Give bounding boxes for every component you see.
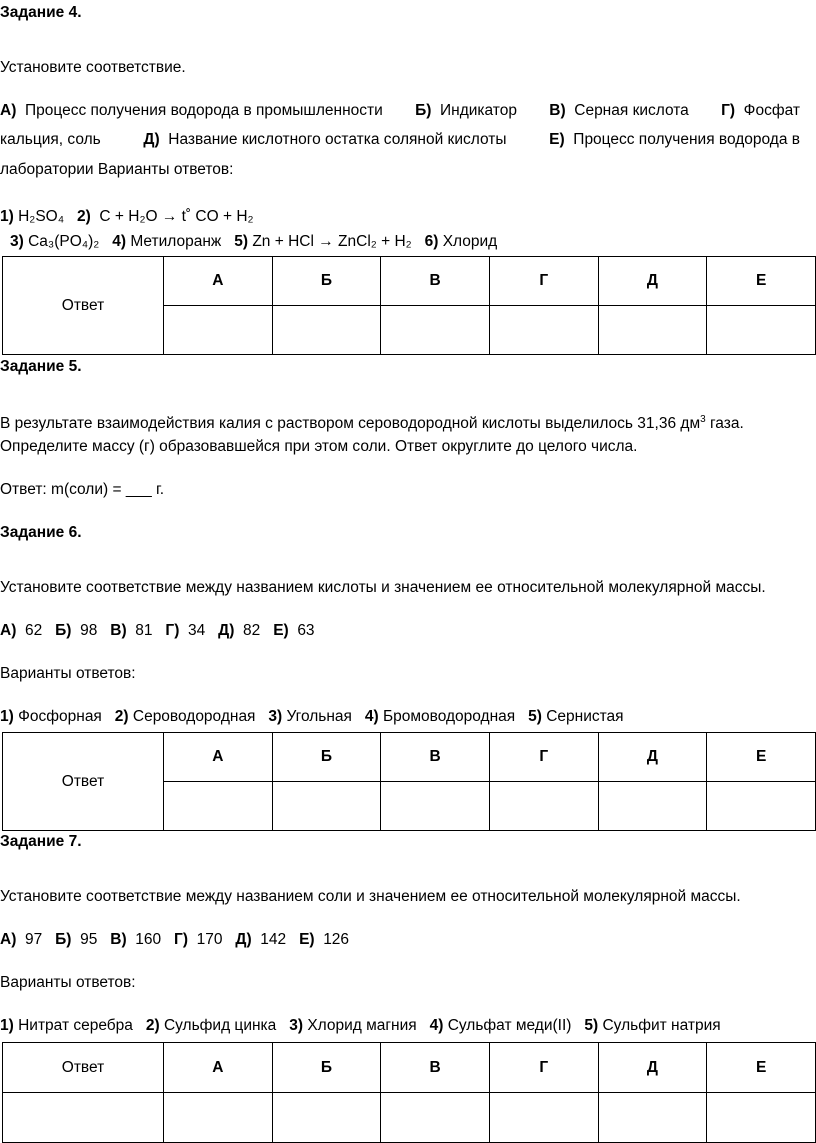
task4-options-row2: 3) Ca₃(PO₄)₂ 4) Метилоранж 5) Zn + HCl → ZnCl₂ + H₂ 6) Хлорид: [10, 233, 498, 250]
col-d: Д: [598, 1043, 707, 1093]
answer-cell-g[interactable]: [489, 1093, 598, 1143]
task4-answer-table: [2, 256, 816, 355]
option-5: Zn + HCl → ZnCl₂ + H₂: [252, 233, 412, 250]
task6-options: 1) Фосфорная 2) Сероводородная 3) Угольная 4) Бромоводородная 5) Сернистая: [0, 708, 624, 725]
task4-options-row1: 1) H₂SO₄ 2) C + H₂O → t˚ CO + H₂: [0, 208, 254, 225]
task7-variants-label: Варианты ответов:: [0, 974, 136, 991]
task4-title: Задание 4.: [0, 4, 82, 21]
option-4: Метилоранж: [130, 233, 222, 250]
col-d: Д: [598, 257, 707, 306]
col-g: Г: [489, 733, 598, 782]
col-b: Б: [272, 1043, 381, 1093]
task6-title: Задание 6.: [0, 524, 82, 541]
option-6: Хлорид: [442, 233, 498, 250]
answer-label: Ответ: [3, 1043, 164, 1093]
task6-instruction: Установите соответствие между названием кислоты и значением ее относительной молекулярной массы.: [0, 579, 766, 596]
task4-item-e: Е) Процесс получения водорода в: [549, 131, 800, 148]
col-v: В: [381, 733, 490, 782]
col-e: Е: [707, 1043, 816, 1093]
option-3: Ca₃(PO₄)₂: [28, 233, 100, 250]
task4-item-v: В) Серная кислота: [549, 102, 689, 119]
answer-cell-e[interactable]: [707, 306, 816, 355]
task7-title: Задание 7.: [0, 833, 82, 850]
task5-answer: Ответ: m(соли) = ___ г.: [0, 481, 165, 498]
option-2: C + H₂O → t˚ CO + H₂: [99, 208, 254, 225]
task6-answer-table: [2, 732, 816, 831]
task4-item-g: Г) Фосфат: [721, 102, 800, 119]
answer-cell-e[interactable]: [707, 782, 816, 831]
col-b: Б: [272, 733, 381, 782]
answer-cell-a[interactable]: [164, 782, 273, 831]
answer-label: Ответ: [3, 733, 164, 831]
answer-cell-a[interactable]: [164, 306, 273, 355]
col-a: А: [164, 257, 273, 306]
task4-line3: лаборатории Варианты ответов:: [0, 161, 234, 178]
answer-cell-v[interactable]: [381, 1093, 490, 1143]
answer-cell-d[interactable]: [598, 782, 707, 831]
task6-values: А) 62 Б) 98 В) 81 Г) 34 Д) 82 Е) 63: [0, 622, 315, 639]
task4-line2: [0, 130, 800, 150]
col-v: В: [381, 1043, 490, 1093]
answer-cell-d[interactable]: [598, 306, 707, 355]
col-a: А: [164, 733, 273, 782]
answer-label: Ответ: [3, 257, 164, 355]
col-d: Д: [598, 733, 707, 782]
task7-values: А) 97 Б) 95 В) 160 Г) 170 Д) 142 Е) 126: [0, 931, 350, 948]
answer-cell-a[interactable]: [164, 1093, 273, 1143]
task6-variants-label: Варианты ответов:: [0, 665, 136, 682]
col-e: Е: [707, 733, 816, 782]
task4-line1: [0, 101, 800, 121]
task5-para1: В результате взаимодействия калия с раствором сероводородной кислоты выделилось 31,36 $дм^3$ газа.: [0, 413, 744, 432]
answer-cell-v[interactable]: [381, 782, 490, 831]
task4-item-d: Д) Название кислотного остатка соляной кислоты: [143, 131, 507, 148]
answer-cell-d[interactable]: [598, 1093, 707, 1143]
col-b: Б: [272, 257, 381, 306]
task5-para2: Определите массу (г) образовавшейся при этом соли. Ответ округлите до целого числа.: [0, 438, 638, 455]
task7-instruction: Установите соответствие между названием соли и значением ее относительной молекулярной массы.: [0, 888, 741, 905]
col-a: А: [164, 1043, 273, 1093]
answer-cell-g[interactable]: [489, 306, 598, 355]
answer-cell-b[interactable]: [272, 306, 381, 355]
col-e: Е: [707, 257, 816, 306]
answer-cell-b[interactable]: [272, 782, 381, 831]
col-v: В: [381, 257, 490, 306]
answer-cell-v[interactable]: [381, 306, 490, 355]
task4-item-g-cont: кальция, соль: [0, 131, 101, 148]
answer-cell-g[interactable]: [489, 782, 598, 831]
task7-options: 1) Нитрат серебра 2) Сульфид цинка 3) Хлорид магния 4) Сульфат меди(II) 5) Сульфит натрия: [0, 1017, 721, 1034]
col-g: Г: [489, 257, 598, 306]
answer-cell-b[interactable]: [272, 1093, 381, 1143]
col-g: Г: [489, 1043, 598, 1093]
task7-answer-table: [2, 1042, 816, 1143]
answer-cell-empty: [3, 1093, 164, 1143]
task5-title: Задание 5.: [0, 358, 82, 375]
answer-cell-e[interactable]: [707, 1093, 816, 1143]
task4-item-b: Б) Индикатор: [415, 102, 517, 119]
task4-instruction: Установите соответствие.: [0, 59, 186, 76]
option-1: H₂SO₄: [18, 208, 65, 225]
task4-item-a: А) Процесс получения водорода в промышленности: [0, 102, 383, 119]
